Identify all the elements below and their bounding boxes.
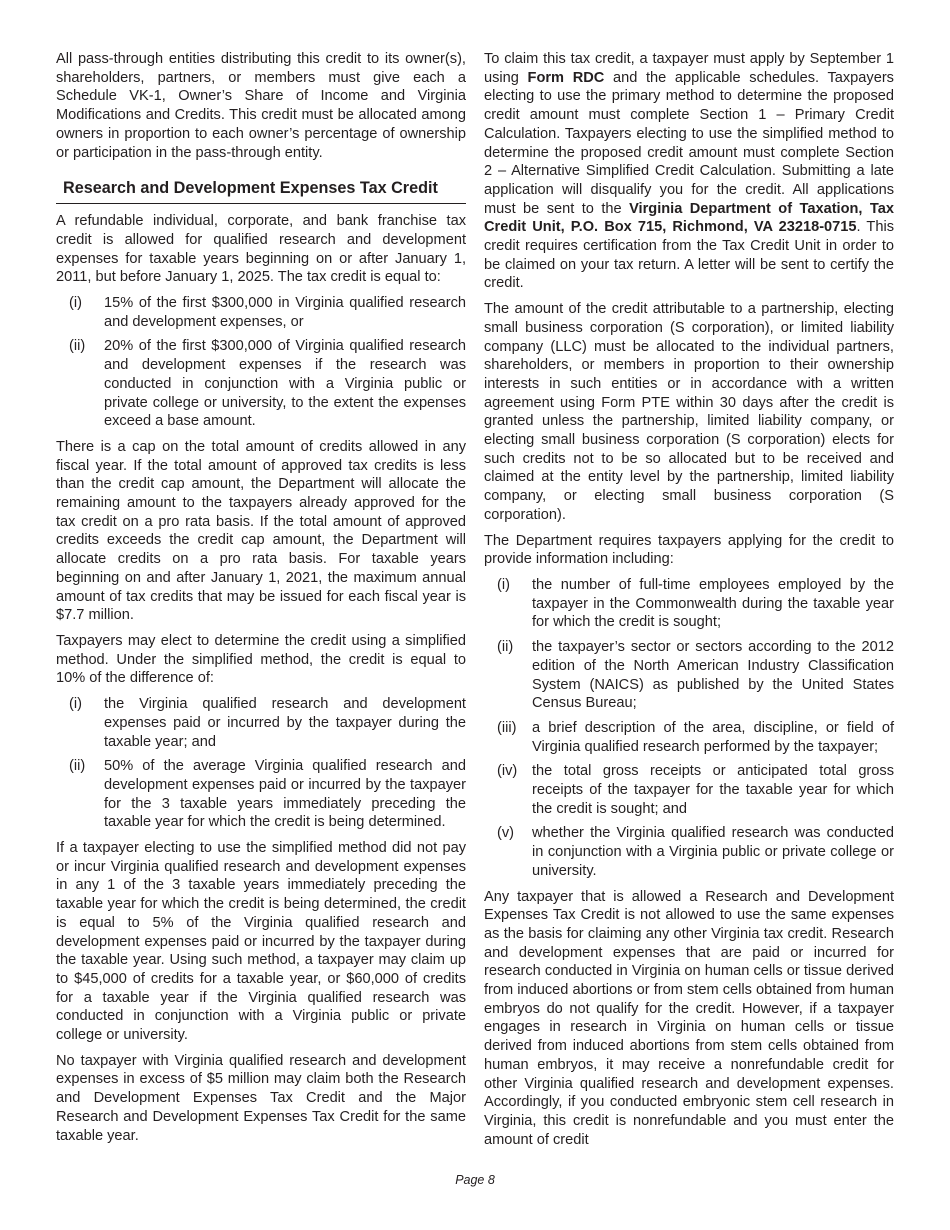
text-run: To claim this tax credit, a taxpayer must apply by September 1 using: [484, 51, 894, 86]
list-item-text: the number of full-time employees employed by the taxpayer in the Commonwealth during the taxable year for which the credit is sought;: [532, 576, 894, 631]
list-item-text: the taxpayer’s sector or sectors according to the 2012 edition of the North American Industry Classification System (NAICS) as published by the United States Census Bureau;: [532, 639, 894, 712]
text-run: . This credit requires certification from the Tax Credit Unit in order to be claimed on your tax return. A letter will be sent to certify the credit.: [484, 219, 894, 292]
list-item-text: a brief description of the area, discipline, or field of Virginia qualified research performed by the taxpayer;: [532, 719, 894, 755]
list-item-text: 20% of the first $300,000 of Virginia qualified research and development expenses if the research was conducted in conjunction with a Virginia public or private college or university, to the extent the expenses exceed a base amount.: [104, 338, 466, 430]
paragraph: The Department requires taxpayers applying for the credit to provide information including:: [484, 532, 894, 568]
list-item-number: (v): [497, 825, 515, 842]
list-item: [56, 337, 466, 431]
left-column: [56, 50, 466, 1152]
mailing-address: Virginia Department of Taxation, Tax Credit Unit, P.O. Box 715, Richmond, VA 23218-0715: [484, 200, 894, 236]
paragraph: The amount of the credit attributable to a partnership, electing small business corporation (S corporation), or limited liability company (LLC) must be allocated to the individual partners, shareholders, or members in proportion to their ownership interests in such entities or in accordance with a written agreement using Form PTE within 30 days after the credit is granted unless the partnership, limited liability company, or electing small business corporation (S corporation) elects for such credits not to be so allocated but to be received and claimed at the entity level by the partnership, limited liability company, or electing small business corporation (S corporation).: [484, 301, 894, 523]
page-number: Page 8: [455, 1173, 495, 1187]
paragraph: [484, 50, 894, 293]
list-item-number: (i): [497, 576, 510, 593]
list-item-number: (ii): [69, 758, 86, 775]
list-item-number: (iii): [497, 719, 517, 736]
list-item-number: (i): [69, 295, 82, 312]
list-item-number: (ii): [497, 639, 514, 656]
list-item: [56, 294, 466, 331]
list-item-number: (i): [69, 696, 82, 713]
paragraph: A refundable individual, corporate, and bank franchise tax credit is allowed for qualified research and development expenses for taxable years beginning on or after January 1, 2011, but before January 1, 2025. The tax credit is equal to:: [56, 213, 466, 286]
simplified-method-list: [56, 695, 466, 832]
list-item-text: the total gross receipts or anticipated total gross receipts of the taxpayer for the taxable year for which the credit is sought; and: [532, 763, 894, 817]
paragraph: Any taxpayer that is allowed a Research and Development Expenses Tax Credit is not allowed to use the same expenses as the basis for claiming any other Virginia tax credit. Research and development expenses that are paid or incurred for research conducted in Virginia on human cells or tissue derived from induced abortions or from stem cells obtained from human embryos do not qualify for the credit. However, if a taxpayer engages in research in Virginia on human cells or tissue derived from induced abortions from stem cells obtained from human embryos, it may receive a nonrefundable credit for other Virginia qualified research and development expenses. Accordingly, if you conducted embryonic stem cell research in Virginia, this credit is nonrefundable and you must enter the amount of credit: [484, 888, 894, 1148]
list-item: [484, 576, 894, 632]
list-item-number: (iv): [497, 763, 518, 780]
right-column: [484, 50, 894, 1156]
list-item-text: the Virginia qualified research and development expenses paid or incurred by the taxpayer during the taxable year; and: [104, 696, 466, 750]
list-item: [484, 824, 894, 880]
list-item: [56, 695, 466, 751]
section-heading: Research and Development Expenses Tax Credit: [56, 172, 466, 204]
text-run: and the applicable schedules. Taxpayers electing to use the primary method to determine the proposed credit amount must complete Section 1 – Primary Credit Calculation. Taxpayers electing to use the simplified method to determine the proposed credit amount must complete Section 2 – Alternative Simplified Credit Calculation. Submitting a late application will disqualify you for the credit. All applications must be sent to the: [484, 69, 894, 217]
paragraph: There is a cap on the total amount of credits allowed in any fiscal year. If the total amount of approved tax credits is less than the credit cap amount, the Department will allocate the remaining amount to the taxpayers already approved for the tax credit on a pro rata basis. If the total amount of approved credits exceeds the credit cap amount, the Department will allocate credits on a pro rata basis. For taxable years beginning on and after January 1, 2021, the maximum annual amount of tax credits that may be issued for each fiscal year is $7.7 million.: [56, 438, 466, 624]
list-item: [56, 757, 466, 832]
list-item-text: whether the Virginia qualified research was conducted in conjunction with a Virginia public or private college or university.: [532, 825, 894, 879]
paragraph: No taxpayer with Virginia qualified research and development expenses in excess of $5 million may claim both the Research and Development Expenses Tax Credit and the Major Research and Development Expenses Tax Credit for the same taxable year.: [56, 1052, 466, 1144]
list-item-text: 50% of the average Virginia qualified research and development expenses paid or incurred by the taxpayer for the 3 taxable years immediately preceding the taxable year for which the credit is being determined.: [104, 758, 466, 831]
required-information-list: [484, 576, 894, 881]
list-item: [484, 719, 894, 756]
list-item-text: 15% of the first $300,000 in Virginia qualified research and development expenses, or: [104, 295, 466, 330]
paragraph: Taxpayers may elect to determine the credit using a simplified method. Under the simplified method, the credit is equal to 10% of the difference of:: [56, 632, 466, 687]
form-name: Form RDC: [527, 69, 605, 86]
list-item-number: (ii): [69, 338, 86, 355]
intro-paragraph: All pass-through entities distributing this credit to its owner(s), shareholders, partners, or members must give each a Schedule VK-1, Owner’s Share of Income and Virginia Modifications and Credits. This credit must be allocated among owners in proportion to each owner’s percentage of ownership or participation in the pass-through entity.: [56, 51, 466, 161]
list-item: [484, 638, 894, 713]
list-item: [484, 762, 894, 818]
credit-rate-list: [56, 294, 466, 431]
paragraph: If a taxpayer electing to use the simplified method did not pay or incur Virginia qualified research and development expenses in any 1 of the 3 taxable years immediately preceding the taxable year for which the credit is being determined, the credit is equal to 5% of the Virginia qualified research and development expenses paid or incurred by the taxpayer during the taxable year. Using such method, a taxpayer may claim up to $45,000 of credits for a taxable year, or $60,000 of credits for a taxable year if the Virginia qualified research was conducted in conjunction with a Virginia public or private college or university.: [56, 840, 466, 1044]
